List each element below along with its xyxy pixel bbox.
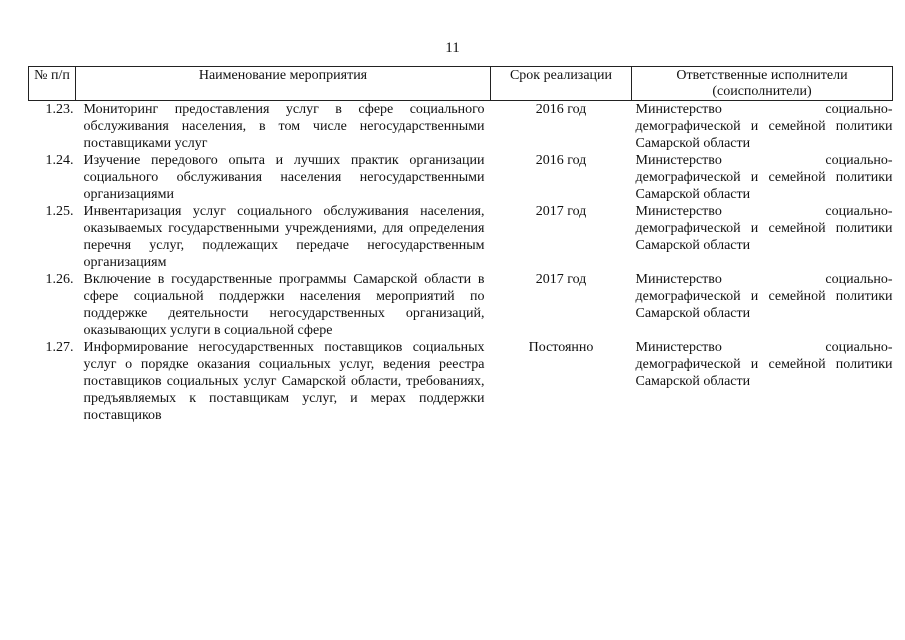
measure-name: Инвентаризация услуг социального обслуживания населения, оказываемых государственными учреждениями, для определения перечня услуг, подлежащих передаче негосударственным организациям	[83, 204, 485, 270]
row-number: 1.25.	[45, 204, 74, 219]
responsible-executor: Министерство социально-демографической и семейной политики Самарской области	[635, 204, 893, 253]
measure-name: Изучение передового опыта и лучших практик организации социального обслуживания населения негосударственными организациями	[83, 153, 485, 202]
responsible-executor: Министерство социально-демографической и семейной политики Самарской области	[635, 272, 893, 321]
table-row	[29, 101, 893, 153]
page-number: 11	[445, 40, 460, 56]
implementation-term: 2017 год	[535, 272, 587, 287]
row-number: 1.26.	[45, 272, 74, 287]
measures-table	[28, 66, 893, 424]
responsible-executor: Министерство социально-демографической и семейной политики Самарской области	[635, 153, 893, 202]
row-number: 1.27.	[45, 340, 74, 355]
row-number: 1.24.	[45, 153, 74, 168]
table-row	[29, 152, 893, 203]
implementation-term: 2017 год	[535, 204, 587, 219]
header-responsible: Ответственные исполнители (соисполнители)	[632, 67, 893, 101]
table-body	[29, 101, 893, 425]
header-num: № п/п	[29, 67, 76, 101]
measure-name: Мониторинг предоставления услуг в сфере социального обслуживания населения, в том числе негосударственными поставщиками услуг	[83, 102, 485, 151]
implementation-term: Постоянно	[528, 340, 594, 355]
table-row	[29, 271, 893, 339]
table-row	[29, 203, 893, 271]
table-row	[29, 339, 893, 424]
header-name: Наименование мероприятия	[76, 67, 491, 101]
implementation-term: 2016 год	[535, 102, 587, 117]
measure-name: Информирование негосударственных поставщиков социальных услуг о порядке оказания социальных услуг, ведения реестра поставщиков социальных услуг Самарской области, требованиях, предъявляемых к поставщикам услуг, и мерах поддержки поставщиков	[83, 340, 485, 423]
responsible-executor: Министерство социально-демографической и семейной политики Самарской области	[635, 340, 893, 389]
header-term: Срок реализации	[491, 67, 632, 101]
measure-name: Включение в государственные программы Самарской области в сфере социальной поддержки населения мероприятий по поддержке деятельности негосударственных организаций, оказывающих услуги в социальной сфере	[83, 272, 485, 338]
header-row	[29, 67, 893, 101]
implementation-term: 2016 год	[535, 153, 587, 168]
row-number: 1.23.	[45, 102, 74, 117]
table-header	[29, 67, 893, 101]
responsible-executor: Министерство социально-демографической и семейной политики Самарской области	[635, 102, 893, 151]
